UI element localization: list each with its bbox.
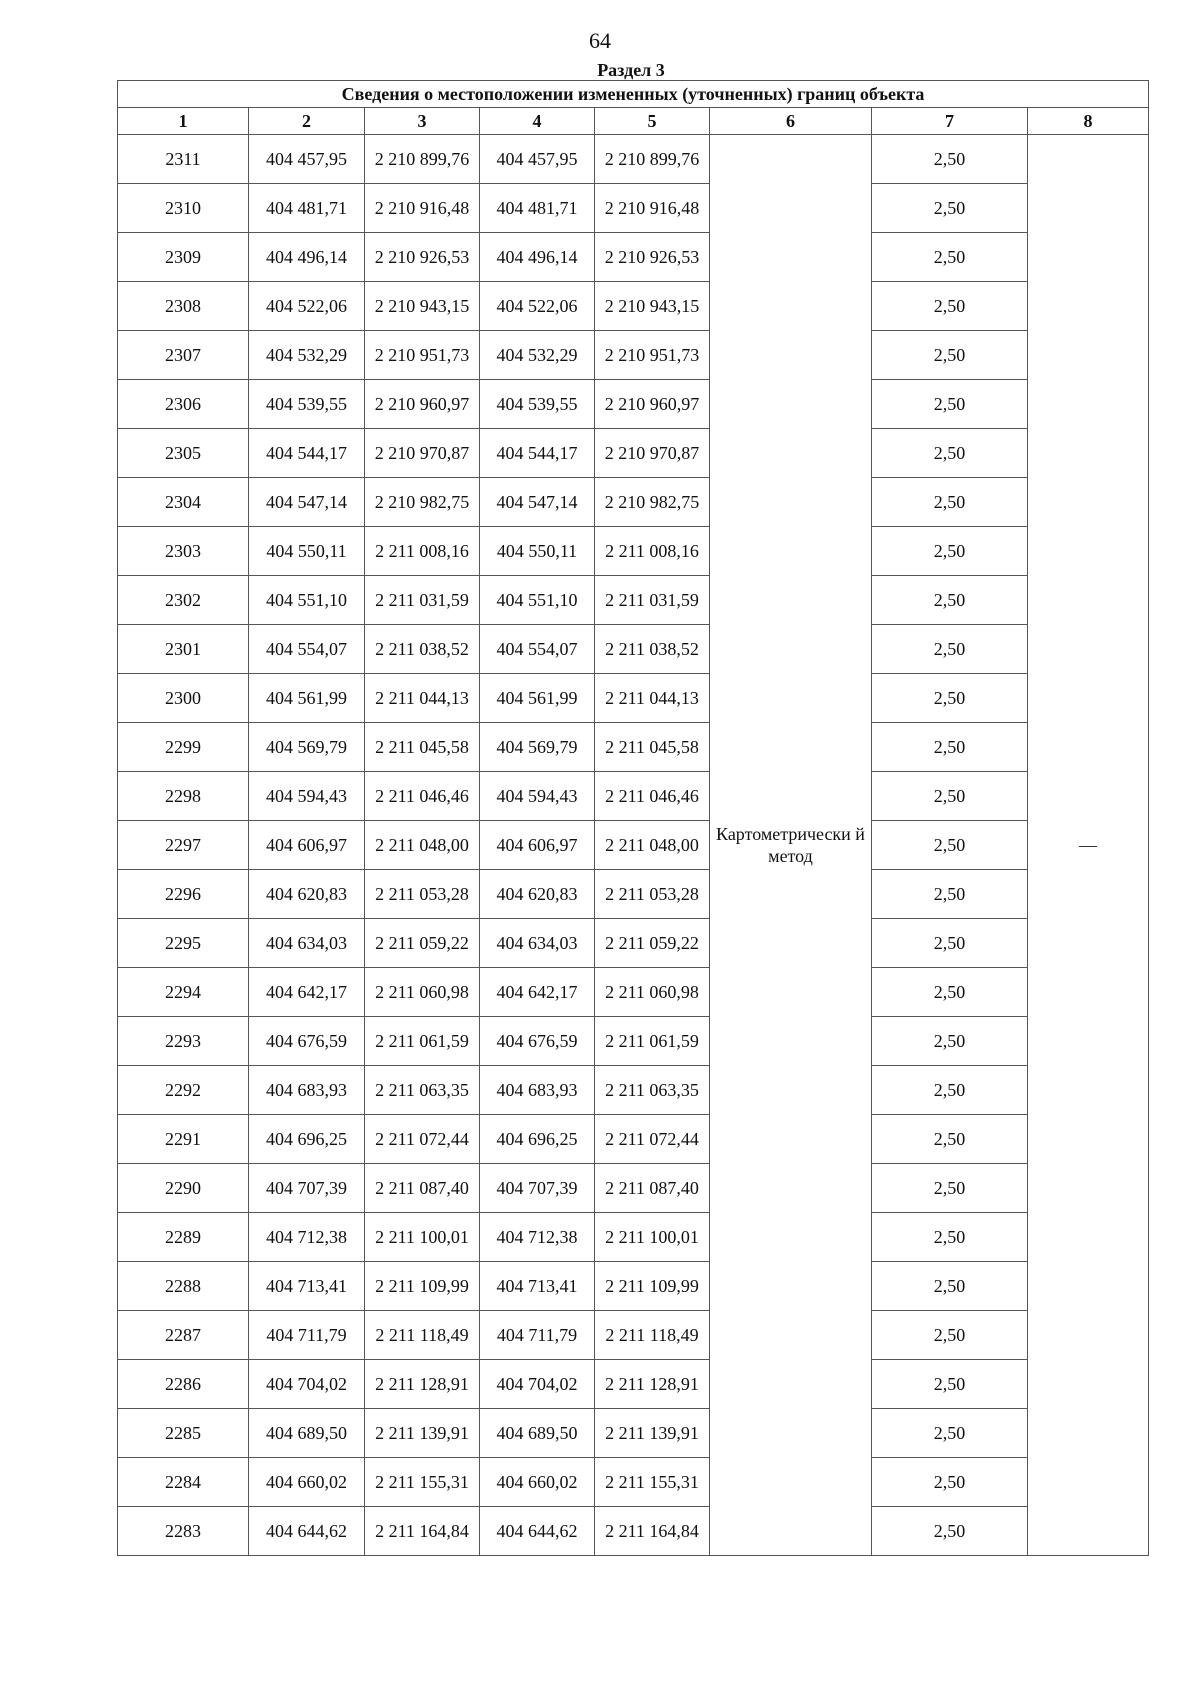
point-number-cell: 2305 (118, 429, 249, 478)
accuracy-cell: 2,50 (872, 478, 1028, 527)
x-coordinate-cell: 404 713,41 (480, 1262, 595, 1311)
x-coordinate-cell: 404 676,59 (249, 1017, 365, 1066)
y-coordinate-cell: 2 211 061,59 (595, 1017, 710, 1066)
x-coordinate-cell: 404 644,62 (480, 1507, 595, 1556)
point-number-cell: 2291 (118, 1115, 249, 1164)
x-coordinate-cell: 404 551,10 (249, 576, 365, 625)
point-number-cell: 2300 (118, 674, 249, 723)
table-row (118, 478, 1149, 527)
y-coordinate-cell: 2 210 899,76 (365, 135, 480, 184)
point-number-cell: 2292 (118, 1066, 249, 1115)
point-number-cell: 2309 (118, 233, 249, 282)
point-number-cell: 2311 (118, 135, 249, 184)
table-row (118, 870, 1149, 919)
accuracy-cell: 2,50 (872, 1115, 1028, 1164)
y-coordinate-cell: 2 210 899,76 (595, 135, 710, 184)
accuracy-cell: 2,50 (872, 1458, 1028, 1507)
boundary-table (117, 80, 1149, 1556)
point-number-cell: 2303 (118, 527, 249, 576)
y-coordinate-cell: 2 211 118,49 (595, 1311, 710, 1360)
y-coordinate-cell: 2 211 139,91 (595, 1409, 710, 1458)
x-coordinate-cell: 404 547,14 (480, 478, 595, 527)
point-number-cell: 2294 (118, 968, 249, 1017)
accuracy-cell: 2,50 (872, 1311, 1028, 1360)
y-coordinate-cell: 2 211 164,84 (595, 1507, 710, 1556)
point-number-cell: 2302 (118, 576, 249, 625)
table-row (118, 723, 1149, 772)
x-coordinate-cell: 404 481,71 (480, 184, 595, 233)
y-coordinate-cell: 2 211 059,22 (365, 919, 480, 968)
y-coordinate-cell: 2 210 916,48 (365, 184, 480, 233)
y-coordinate-cell: 2 211 061,59 (365, 1017, 480, 1066)
y-coordinate-cell: 2 210 951,73 (365, 331, 480, 380)
x-coordinate-cell: 404 551,10 (480, 576, 595, 625)
y-coordinate-cell: 2 211 060,98 (595, 968, 710, 1017)
y-coordinate-cell: 2 211 109,99 (365, 1262, 480, 1311)
y-coordinate-cell: 2 211 072,44 (365, 1115, 480, 1164)
x-coordinate-cell: 404 660,02 (249, 1458, 365, 1507)
column-number: 5 (595, 108, 710, 135)
accuracy-cell: 2,50 (872, 870, 1028, 919)
column-number: 2 (249, 108, 365, 135)
accuracy-cell: 2,50 (872, 576, 1028, 625)
x-coordinate-cell: 404 481,71 (249, 184, 365, 233)
point-number-cell: 2308 (118, 282, 249, 331)
accuracy-cell: 2,50 (872, 772, 1028, 821)
table-row (118, 1213, 1149, 1262)
column-number: 8 (1028, 108, 1149, 135)
table-row (118, 380, 1149, 429)
point-number-cell: 2289 (118, 1213, 249, 1262)
accuracy-cell: 2,50 (872, 1262, 1028, 1311)
table-row (118, 1458, 1149, 1507)
x-coordinate-cell: 404 704,02 (480, 1360, 595, 1409)
x-coordinate-cell: 404 704,02 (249, 1360, 365, 1409)
y-coordinate-cell: 2 211 118,49 (365, 1311, 480, 1360)
accuracy-cell: 2,50 (872, 380, 1028, 429)
x-coordinate-cell: 404 620,83 (249, 870, 365, 919)
y-coordinate-cell: 2 211 139,91 (365, 1409, 480, 1458)
y-coordinate-cell: 2 211 087,40 (595, 1164, 710, 1213)
x-coordinate-cell: 404 544,17 (480, 429, 595, 478)
accuracy-cell: 2,50 (872, 184, 1028, 233)
y-coordinate-cell: 2 211 046,46 (595, 772, 710, 821)
x-coordinate-cell: 404 642,17 (249, 968, 365, 1017)
x-coordinate-cell: 404 569,79 (249, 723, 365, 772)
table-row (118, 968, 1149, 1017)
point-number-cell: 2284 (118, 1458, 249, 1507)
y-coordinate-cell: 2 211 053,28 (595, 870, 710, 919)
accuracy-cell: 2,50 (872, 527, 1028, 576)
column-number: 3 (365, 108, 480, 135)
table-row (118, 233, 1149, 282)
x-coordinate-cell: 404 594,43 (249, 772, 365, 821)
x-coordinate-cell: 404 711,79 (249, 1311, 365, 1360)
y-coordinate-cell: 2 210 916,48 (595, 184, 710, 233)
column-number: 7 (872, 108, 1028, 135)
accuracy-cell: 2,50 (872, 1507, 1028, 1556)
y-coordinate-cell: 2 211 053,28 (365, 870, 480, 919)
accuracy-cell: 2,50 (872, 1409, 1028, 1458)
x-coordinate-cell: 404 522,06 (249, 282, 365, 331)
y-coordinate-cell: 2 211 072,44 (595, 1115, 710, 1164)
y-coordinate-cell: 2 211 109,99 (595, 1262, 710, 1311)
x-coordinate-cell: 404 457,95 (249, 135, 365, 184)
point-number-cell: 2285 (118, 1409, 249, 1458)
accuracy-cell: 2,50 (872, 625, 1028, 674)
x-coordinate-cell: 404 547,14 (249, 478, 365, 527)
y-coordinate-cell: 2 211 059,22 (595, 919, 710, 968)
x-coordinate-cell: 404 550,11 (249, 527, 365, 576)
table-row (118, 1311, 1149, 1360)
y-coordinate-cell: 2 211 008,16 (365, 527, 480, 576)
x-coordinate-cell: 404 550,11 (480, 527, 595, 576)
x-coordinate-cell: 404 696,25 (249, 1115, 365, 1164)
accuracy-cell: 2,50 (872, 821, 1028, 870)
y-coordinate-cell: 2 211 031,59 (595, 576, 710, 625)
table-row (118, 1115, 1149, 1164)
table-row (118, 772, 1149, 821)
table-row (118, 184, 1149, 233)
accuracy-cell: 2,50 (872, 233, 1028, 282)
x-coordinate-cell: 404 712,38 (249, 1213, 365, 1262)
accuracy-cell: 2,50 (872, 1360, 1028, 1409)
accuracy-cell: 2,50 (872, 1213, 1028, 1262)
x-coordinate-cell: 404 539,55 (249, 380, 365, 429)
x-coordinate-cell: 404 544,17 (249, 429, 365, 478)
point-number-cell: 2298 (118, 772, 249, 821)
x-coordinate-cell: 404 532,29 (249, 331, 365, 380)
y-coordinate-cell: 2 211 044,13 (365, 674, 480, 723)
x-coordinate-cell: 404 561,99 (480, 674, 595, 723)
x-coordinate-cell: 404 457,95 (480, 135, 595, 184)
table-body (118, 135, 1149, 1556)
point-number-cell: 2306 (118, 380, 249, 429)
y-coordinate-cell: 2 210 982,75 (595, 478, 710, 527)
x-coordinate-cell: 404 532,29 (480, 331, 595, 380)
x-coordinate-cell: 404 561,99 (249, 674, 365, 723)
x-coordinate-cell: 404 713,41 (249, 1262, 365, 1311)
accuracy-cell: 2,50 (872, 1164, 1028, 1213)
accuracy-cell: 2,50 (872, 674, 1028, 723)
column-number: 6 (710, 108, 872, 135)
y-coordinate-cell: 2 211 128,91 (595, 1360, 710, 1409)
x-coordinate-cell: 404 683,93 (249, 1066, 365, 1115)
y-coordinate-cell: 2 211 031,59 (365, 576, 480, 625)
x-coordinate-cell: 404 660,02 (480, 1458, 595, 1507)
y-coordinate-cell: 2 211 155,31 (365, 1458, 480, 1507)
x-coordinate-cell: 404 539,55 (480, 380, 595, 429)
accuracy-cell: 2,50 (872, 429, 1028, 478)
y-coordinate-cell: 2 211 038,52 (595, 625, 710, 674)
y-coordinate-cell: 2 211 038,52 (365, 625, 480, 674)
y-coordinate-cell: 2 211 100,01 (595, 1213, 710, 1262)
table-row (118, 1164, 1149, 1213)
accuracy-cell: 2,50 (872, 1017, 1028, 1066)
y-coordinate-cell: 2 210 982,75 (365, 478, 480, 527)
table-row (118, 527, 1149, 576)
x-coordinate-cell: 404 606,97 (249, 821, 365, 870)
y-coordinate-cell: 2 210 926,53 (595, 233, 710, 282)
column-number: 4 (480, 108, 595, 135)
point-number-cell: 2301 (118, 625, 249, 674)
table-row (118, 1017, 1149, 1066)
table-caption: Сведения о местоположении измененных (уточненных) границ объекта (118, 81, 1149, 108)
y-coordinate-cell: 2 211 100,01 (365, 1213, 480, 1262)
x-coordinate-cell: 404 554,07 (249, 625, 365, 674)
x-coordinate-cell: 404 569,79 (480, 723, 595, 772)
x-coordinate-cell: 404 707,39 (249, 1164, 365, 1213)
accuracy-cell: 2,50 (872, 919, 1028, 968)
table-row (118, 576, 1149, 625)
accuracy-cell: 2,50 (872, 968, 1028, 1017)
accuracy-cell: 2,50 (872, 331, 1028, 380)
accuracy-cell: 2,50 (872, 135, 1028, 184)
y-coordinate-cell: 2 211 045,58 (365, 723, 480, 772)
y-coordinate-cell: 2 211 046,46 (365, 772, 480, 821)
y-coordinate-cell: 2 210 951,73 (595, 331, 710, 380)
accuracy-cell: 2,50 (872, 282, 1028, 331)
x-coordinate-cell: 404 712,38 (480, 1213, 595, 1262)
point-number-cell: 2307 (118, 331, 249, 380)
y-coordinate-cell: 2 211 008,16 (595, 527, 710, 576)
point-number-cell: 2297 (118, 821, 249, 870)
table-row (118, 429, 1149, 478)
y-coordinate-cell: 2 210 970,87 (595, 429, 710, 478)
y-coordinate-cell: 2 211 045,58 (595, 723, 710, 772)
accuracy-cell: 2,50 (872, 723, 1028, 772)
y-coordinate-cell: 2 210 943,15 (595, 282, 710, 331)
y-coordinate-cell: 2 210 960,97 (595, 380, 710, 429)
table-row (118, 1066, 1149, 1115)
point-number-cell: 2288 (118, 1262, 249, 1311)
method-cell: Картометрически й метод (710, 135, 872, 1556)
y-coordinate-cell: 2 211 128,91 (365, 1360, 480, 1409)
point-number-cell: 2304 (118, 478, 249, 527)
x-coordinate-cell: 404 642,17 (480, 968, 595, 1017)
y-coordinate-cell: 2 210 943,15 (365, 282, 480, 331)
x-coordinate-cell: 404 644,62 (249, 1507, 365, 1556)
point-number-cell: 2286 (118, 1360, 249, 1409)
x-coordinate-cell: 404 606,97 (480, 821, 595, 870)
x-coordinate-cell: 404 620,83 (480, 870, 595, 919)
point-number-cell: 2296 (118, 870, 249, 919)
x-coordinate-cell: 404 522,06 (480, 282, 595, 331)
section-title: Раздел 3 (597, 60, 665, 80)
column8-cell: — (1028, 135, 1149, 1556)
table-row (118, 625, 1149, 674)
table-row (118, 919, 1149, 968)
column-number-row (118, 108, 1149, 135)
x-coordinate-cell: 404 594,43 (480, 772, 595, 821)
x-coordinate-cell: 404 634,03 (249, 919, 365, 968)
point-number-cell: 2290 (118, 1164, 249, 1213)
y-coordinate-cell: 2 211 063,35 (365, 1066, 480, 1115)
table-row (118, 1507, 1149, 1556)
x-coordinate-cell: 404 683,93 (480, 1066, 595, 1115)
x-coordinate-cell: 404 496,14 (480, 233, 595, 282)
x-coordinate-cell: 404 689,50 (480, 1409, 595, 1458)
point-number-cell: 2295 (118, 919, 249, 968)
x-coordinate-cell: 404 711,79 (480, 1311, 595, 1360)
table-row (118, 674, 1149, 723)
x-coordinate-cell: 404 676,59 (480, 1017, 595, 1066)
x-coordinate-cell: 404 634,03 (480, 919, 595, 968)
x-coordinate-cell: 404 707,39 (480, 1164, 595, 1213)
y-coordinate-cell: 2 211 063,35 (595, 1066, 710, 1115)
accuracy-cell: 2,50 (872, 1066, 1028, 1115)
y-coordinate-cell: 2 211 155,31 (595, 1458, 710, 1507)
y-coordinate-cell: 2 211 048,00 (595, 821, 710, 870)
x-coordinate-cell: 404 696,25 (480, 1115, 595, 1164)
table-row (118, 1360, 1149, 1409)
y-coordinate-cell: 2 210 960,97 (365, 380, 480, 429)
point-number-cell: 2310 (118, 184, 249, 233)
y-coordinate-cell: 2 211 087,40 (365, 1164, 480, 1213)
y-coordinate-cell: 2 211 164,84 (365, 1507, 480, 1556)
table-row (118, 135, 1149, 184)
x-coordinate-cell: 404 554,07 (480, 625, 595, 674)
table-row (118, 282, 1149, 331)
table-row (118, 1409, 1149, 1458)
point-number-cell: 2283 (118, 1507, 249, 1556)
table-row (118, 821, 1149, 870)
table-row (118, 331, 1149, 380)
table-row (118, 1262, 1149, 1311)
y-coordinate-cell: 2 211 048,00 (365, 821, 480, 870)
column-number: 1 (118, 108, 249, 135)
page-number: 64 (589, 28, 611, 53)
point-number-cell: 2299 (118, 723, 249, 772)
y-coordinate-cell: 2 210 970,87 (365, 429, 480, 478)
point-number-cell: 2287 (118, 1311, 249, 1360)
x-coordinate-cell: 404 496,14 (249, 233, 365, 282)
x-coordinate-cell: 404 689,50 (249, 1409, 365, 1458)
y-coordinate-cell: 2 211 044,13 (595, 674, 710, 723)
point-number-cell: 2293 (118, 1017, 249, 1066)
y-coordinate-cell: 2 210 926,53 (365, 233, 480, 282)
y-coordinate-cell: 2 211 060,98 (365, 968, 480, 1017)
